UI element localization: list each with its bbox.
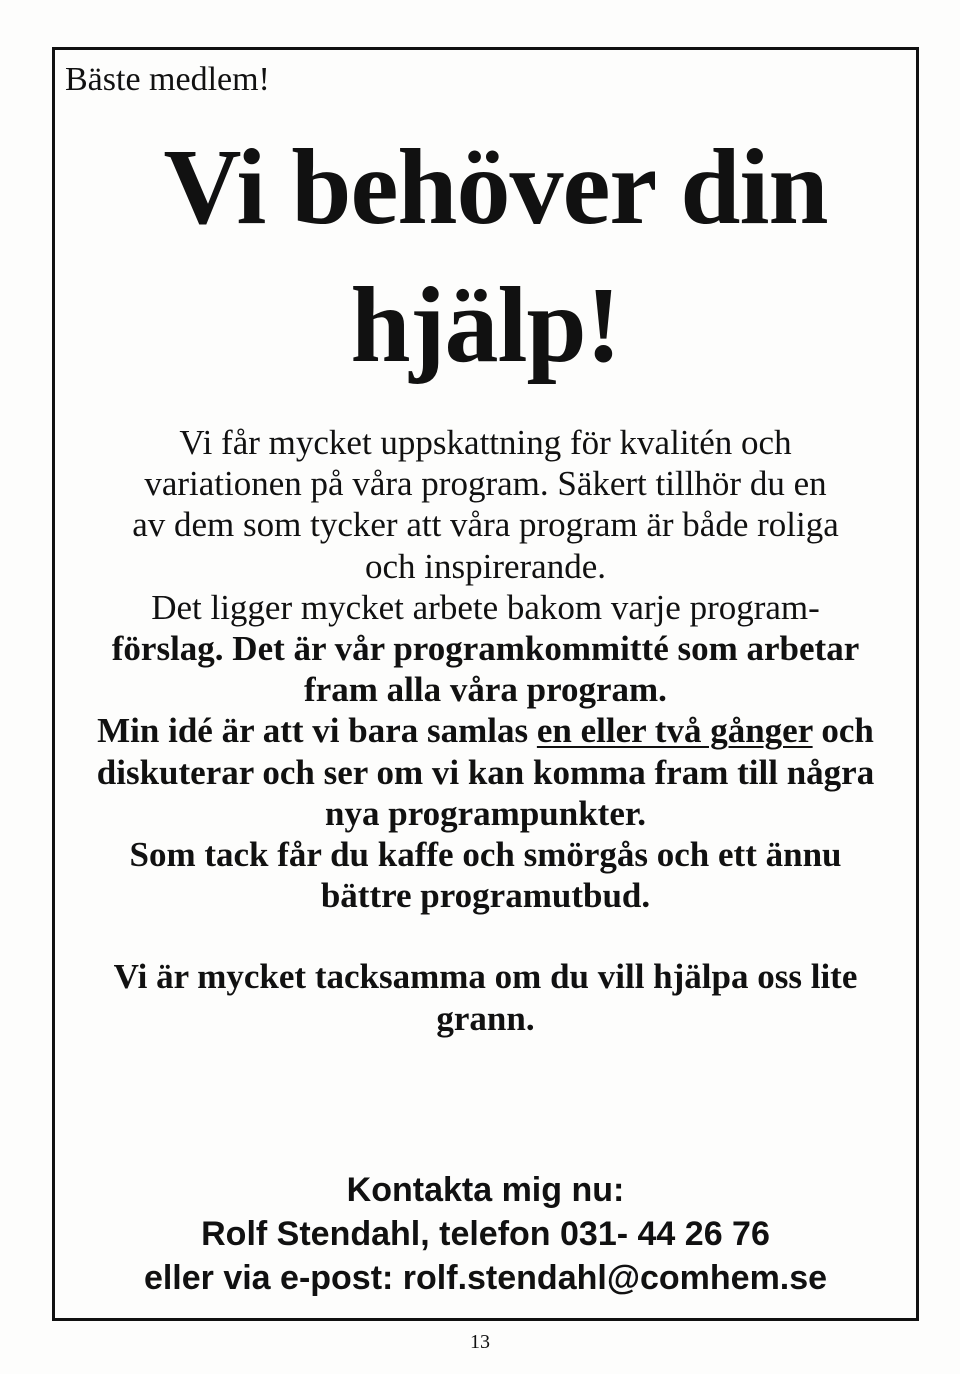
paragraph-4-line-1: Som tack får du kaffe och smörgås och ett ännu [129,835,842,875]
paragraph-1-line-4: och inspirerande. [364,546,607,586]
contact-block [55,1168,916,1300]
paragraph-3-line-1-end: och [812,711,874,751]
paragraph-4-line-2: bättre programutbud. [320,876,651,916]
paragraph-3-line-2: diskuterar och ser om vi kan komma fram till några [96,752,875,792]
body-text [55,422,916,1039]
paragraph-3-line-1-start: Min idé är att vi bara samlas [97,711,537,751]
greeting: Bäste medlem! [65,61,270,98]
paragraph-3-line-1 [55,710,916,751]
headline-line-2: hjälp! [350,266,621,385]
paragraph-5-line-1: Vi är mycket tacksamma om du vill hjälpa oss lite [113,957,858,997]
paragraph-5-line-2: grann. [436,998,535,1038]
contact-name-phone: Rolf Stendahl, telefon 031- 44 26 76 [201,1215,770,1253]
underlined-phrase: en eller två gånger [536,711,813,751]
paragraph-3-line-3: nya programpunkter. [325,793,646,833]
headline-line-1: Vi behöver din [163,128,828,247]
paragraph-spacer [55,916,916,956]
paragraph-2-line-3: fram alla våra program. [304,670,667,710]
paragraph-1-line-1: Vi får mycket uppskattning för kvalitén och [179,423,792,462]
paragraph-2-line-2: förslag. Det är vår programkommitté som arbetar [111,629,860,669]
paragraph-1-line-3: av dem som tycker att våra program är både roliga [132,505,839,545]
page-number: 13 [470,1331,490,1353]
contact-email-line: eller via e-post: rolf.stendahl@comhem.se [143,1259,828,1297]
paragraph-2-line-1: Det ligger mycket arbete bakom varje program- [151,587,820,627]
paragraph-1-line-2: variationen på våra program. Säkert tillhör du en [144,464,827,504]
bordered-notice-frame [52,47,919,1321]
contact-heading: Kontakta mig nu: [346,1171,625,1209]
